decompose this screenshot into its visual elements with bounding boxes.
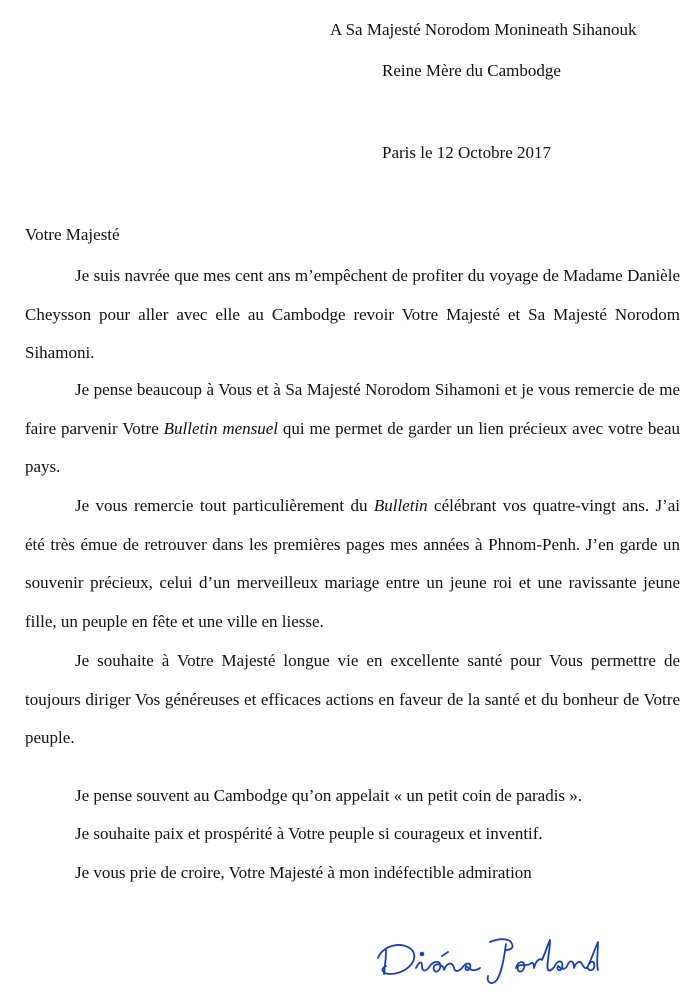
paragraph-5: Je pense souvent au Cambodge qu’on appelait « un petit coin de paradis ». <box>75 786 583 805</box>
signature-dot <box>421 953 424 956</box>
signature-stroke <box>516 940 598 972</box>
paragraph-3 <box>25 487 680 641</box>
paragraph-3-text-after: célébrant vos quatre-vingt ans. J’ai été très émue de retrouver dans les premières pages mes années à Phnom-Penh. J’en garde un souvenir précieux, celui d’un merveilleux mariage entre un jeune roi et une ravissante jeune fille, un peuple en fête et une ville en liesse. <box>25 496 681 631</box>
signature-stroke <box>378 945 414 974</box>
recipient-line-2: Reine Mère du Cambodge <box>382 61 561 80</box>
paragraph-4: Je souhaite à Votre Majesté longue vie en excellente santé pour Vous permettre de toujours diriger Vos généreuses et efficaces actions en faveur de la santé et du bonheur de Votre peuple. <box>25 651 680 747</box>
signature-stroke <box>488 939 513 983</box>
paragraph-3-text-before: Je vous remercie tout particulièrement du <box>75 496 374 515</box>
paragraph-2 <box>25 371 680 487</box>
handwritten-signature <box>372 928 602 988</box>
paragraph-2-text-before: Je pense beaucoup à Vous et à Sa Majesté Norodom Sihamoni et je vous remercie de me faire parvenir Votre <box>25 380 680 438</box>
paragraph-2-text-after: qui me permet de garder un lien précieux avec votre beau pays. <box>25 418 680 476</box>
salutation: Votre Majesté <box>25 225 120 244</box>
paragraph-7: Je vous prie de croire, Votre Majesté à mon indéfectible admiration <box>75 863 532 882</box>
signature-stroke <box>416 962 480 972</box>
paragraph-3-italic-title: Bulletin <box>373 496 428 515</box>
date-line: Paris le 12 Octobre 2017 <box>382 143 552 162</box>
paragraph-2-italic-title: Bulletin mensuel <box>163 418 279 438</box>
signature-stroke <box>442 952 448 956</box>
paragraph-6: Je souhaite paix et prospérité à Votre peuple si courageux et inventif. <box>75 824 543 843</box>
recipient-line-1: A Sa Majesté Norodom Monineath Sihanouk <box>330 20 637 39</box>
paragraph-1: Je suis navrée que mes cent ans m’empêchent de profiter du voyage de Madame Danièle Cheysson pour aller avec elle au Cambodge revoir Votre Majesté et Sa Majesté Norodom Sihamoni. <box>25 266 680 362</box>
